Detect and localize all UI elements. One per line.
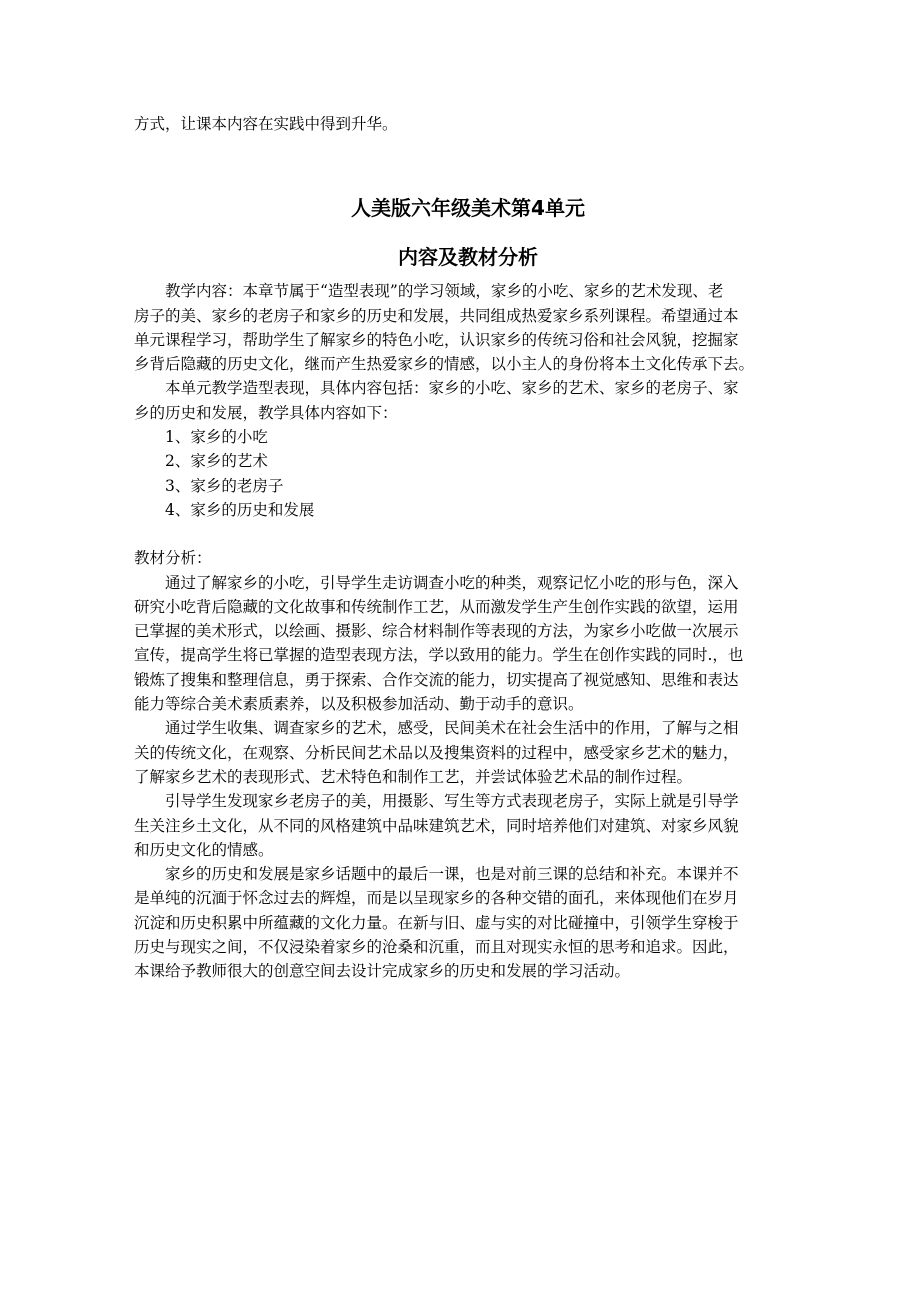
document-page [134,112,802,984]
paragraph-line: 引导学生发现家乡老房子的美，用摄影、写生等方式表现老房子，实际上就是引导学 [165,792,739,811]
blank-line [134,522,802,546]
content-list [134,425,802,522]
intro-tail-line: 方式，让课本内容在实践中得到升华。 [134,115,398,133]
paragraph-line: 本课给予教师很大的创意空间去设计完成家乡的历史和发展的学习活动。 [134,962,631,981]
analysis-paragraph-2 [134,716,802,789]
paragraph-line: 沉淀和历史积累中所蕴藏的文化力量。在新与旧、虚与实的对比碰撞中，引领学生穿梭于 [134,913,739,932]
analysis-paragraph-1 [134,571,802,717]
paragraph-line: 关的传统文化，在观察、分析民间艺术品以及搜集资料的过程中，感受家乡艺术的魅力， [134,743,739,762]
paragraph-line: 和历史文化的情感。 [134,840,274,859]
paragraph-line: 历史与现实之间，不仅浸染着家乡的沧桑和沉重，而且对现实永恒的思考和追求。因此， [134,938,739,957]
paragraph-line: 是单纯的沉湎于怀念过去的辉煌，而是以呈现家乡的各种交错的面孔，来体现他们在岁月 [134,889,739,908]
paragraph-line: 研究小吃背后隐藏的文化故事和传统制作工艺，从而激发学生产生创作实践的欲望，运用 [134,597,739,616]
content-paragraph-2 [134,376,802,425]
list-item: 1、家乡的小吃 [165,428,268,447]
paragraph-line: 乡的历史和发展，教学具体内容如下： [134,403,398,422]
paragraph-line: 本单元教学造型表现，具体内容包括：家乡的小吃、家乡的艺术、家乡的老房子、家 [165,379,739,398]
paragraph-line: 家乡的历史和发展是家乡话题中的最后一课，也是对前三课的总结和补充。本课并不 [165,865,739,884]
paragraph-line: 单元课程学习，帮助学生了解家乡的特色小吃，认识家乡的传统习俗和社会风貌，挖掘家 [134,330,739,349]
content-paragraph-1 [134,279,802,376]
paragraph-line: 能力等综合美术素质素养，以及积极参加活动、勤于动手的意识。 [134,695,584,714]
list-item: 4、家乡的历史和发展 [165,500,315,519]
paragraph-line: 生关注乡土文化，从不同的风格建筑中品味建筑艺术，同时培养他们对建筑、对家乡风貌 [134,816,739,835]
paragraph-line: 宣传，提高学生将已掌握的造型表现方法，学以致用的能力。学生在创作实践的同时.，也 [134,646,744,665]
document-title-line2: 内容及教材分析 [398,245,538,270]
paragraph-line: 通过了解家乡的小吃，引导学生走访调查小吃的种类，观察记忆小吃的形与色，深入 [165,573,739,592]
paragraph-line: 通过学生收集、调查家乡的艺术，感受，民间美术在社会生活中的作用，了解与之相 [165,719,739,738]
paragraph-line: 乡背后隐藏的历史文化，继而产生热爱家乡的情感，以小主人的身份将本土文化传承下去。 [134,355,755,374]
analysis-paragraph-4 [134,862,802,983]
paragraph-line: 教学内容：本章节属于“造型表现”的学习领域，家乡的小吃、家乡的艺术发现、老 [165,282,724,301]
analysis-heading: 教材分析： [134,549,212,568]
list-item: 2、家乡的艺术 [165,452,268,471]
paragraph-line: 了解家乡艺术的表现形式、艺术特色和制作工艺，并尝试体验艺术品的制作过程。 [134,767,693,786]
paragraph-line: 已掌握的美术形式，以绘画、摄影、综合材料制作等表现的方法，为家乡小吃做一次展示 [134,622,739,641]
analysis-paragraph-3 [134,789,802,862]
paragraph-line: 房子的美、家乡的老房子和家乡的历史和发展，共同组成热爱家乡系列课程。希望通过本 [134,306,739,325]
document-title-line1: 人美版六年级美术第4单元 [351,196,585,221]
list-item: 3、家乡的老房子 [165,476,284,495]
paragraph-line: 锻炼了搜集和整理信息，勇于探索、合作交流的能力，切实提高了视觉感知、思维和表达 [134,670,739,689]
